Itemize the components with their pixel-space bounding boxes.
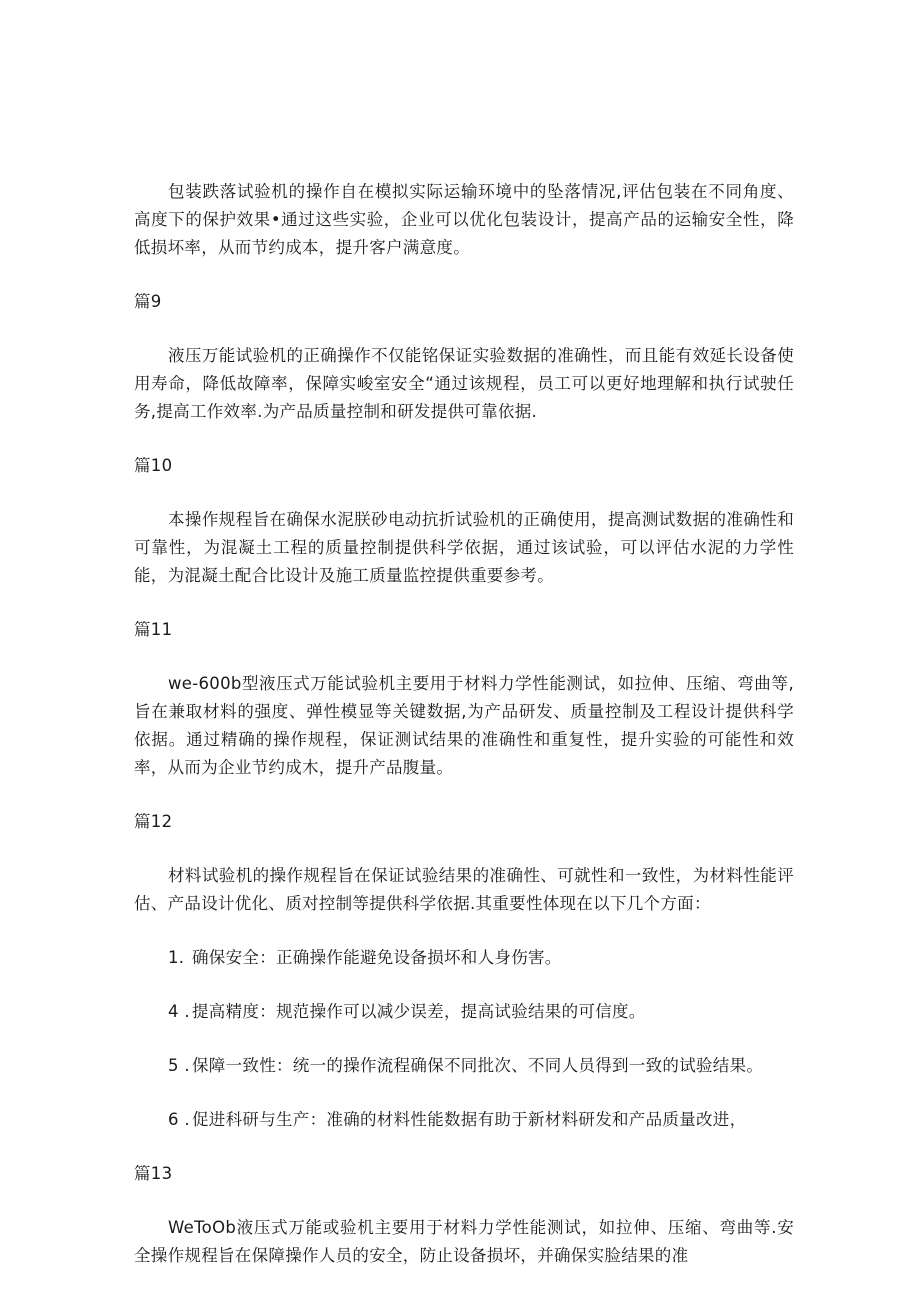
list-item-number: 5 . [168,1056,190,1075]
list-item-text: 促进科研与生产：准确的材料性能数据有助于新材料研发和产品质量改进， [192,1110,747,1129]
paragraph-we600b-tester: we-600b型液压式万能试验机主要用于材料力学性能测试，如拉伸、压缩、弯曲等,旨在兼取材料的强度、弹性模显等关键数据,为产品研发、质量控制及工程设计提供科学依据。通过精确的操作规程，保证测试结果的准确性和重复性，提升实验的可能性和效率，从而为企业节约成木，提升产品腹量。 [134,674,794,777]
list-item-text: 保障一致性：统一的操作流程确保不同批次、不同人员得到一致的试验结果。 [192,1056,764,1075]
list-item-safety [134,944,794,972]
document-body [134,178,794,1296]
list-item-research [134,1106,794,1134]
list-item-text: 确保安全：正确操作能避免设备损坏和人身伤害。 [192,948,562,967]
section-heading-12: 篇12 [134,812,173,831]
section-heading-9: 篇9 [134,292,162,311]
paragraph-drop-tester: 包装跌落试验机的操作自在模拟实际运输环境中的坠落情况,评估包装在不同角度、高度下的保护效果•通过这些实验，企业可以优化包装设计，提高产品的运输安全性，降低损坏率，从而节约成本，提升客户满意度。 [134,182,794,257]
list-item-number: 1. [168,948,185,967]
section-heading-11: 篇11 [134,620,173,639]
list-item-precision [134,998,794,1026]
list-item-number: 6 . [168,1110,190,1129]
list-item-number: 4 . [168,1002,190,1021]
list-item-consistency [134,1052,794,1080]
paragraph-cement-tester: 本操作规程旨在确保水泥朕砂电动抗折试验机的正确使用，提高测试数据的准确性和可靠性，为混凝土工程的质量控制提供科学依据，通过该试验，可以评估水泥的力学性能，为混凝土配合比设计及施工质量监控提供重要参考。 [134,510,794,585]
paragraph-wet00b-tester: WeToOb液压式万能或验机主要用于材料力学性能测试，如拉伸、压缩、弯曲等.安全操作规程旨在保障操作人员的安全，防止设备损坏，并确保实脸结果的准 [134,1218,794,1265]
section-heading-13: 篇13 [134,1164,173,1183]
section-heading-10: 篇10 [134,456,173,475]
paragraph-hydraulic-tester: 液压万能试验机的正确操作不仅能铭保证实验数据的准确性，而且能有效延长设备使用寿命，降低故障率，保障实峻室安全“通过该规程，员工可以更好地理解和执行试驶任务,提高工作效率.为产品质量控制和研发提供可靠依据. [134,346,794,421]
paragraph-material-tester: 材料试验机的操作规程旨在保证试验结果的准确性、可就性和一致性，为材料性能评估、产品设计优化、质对控制等提供科学依据.其重要性体现在以下几个方面： [134,866,794,913]
list-item-text: 提高精度：规范操作可以减少误差，提高试验结果的可信度。 [192,1002,646,1021]
